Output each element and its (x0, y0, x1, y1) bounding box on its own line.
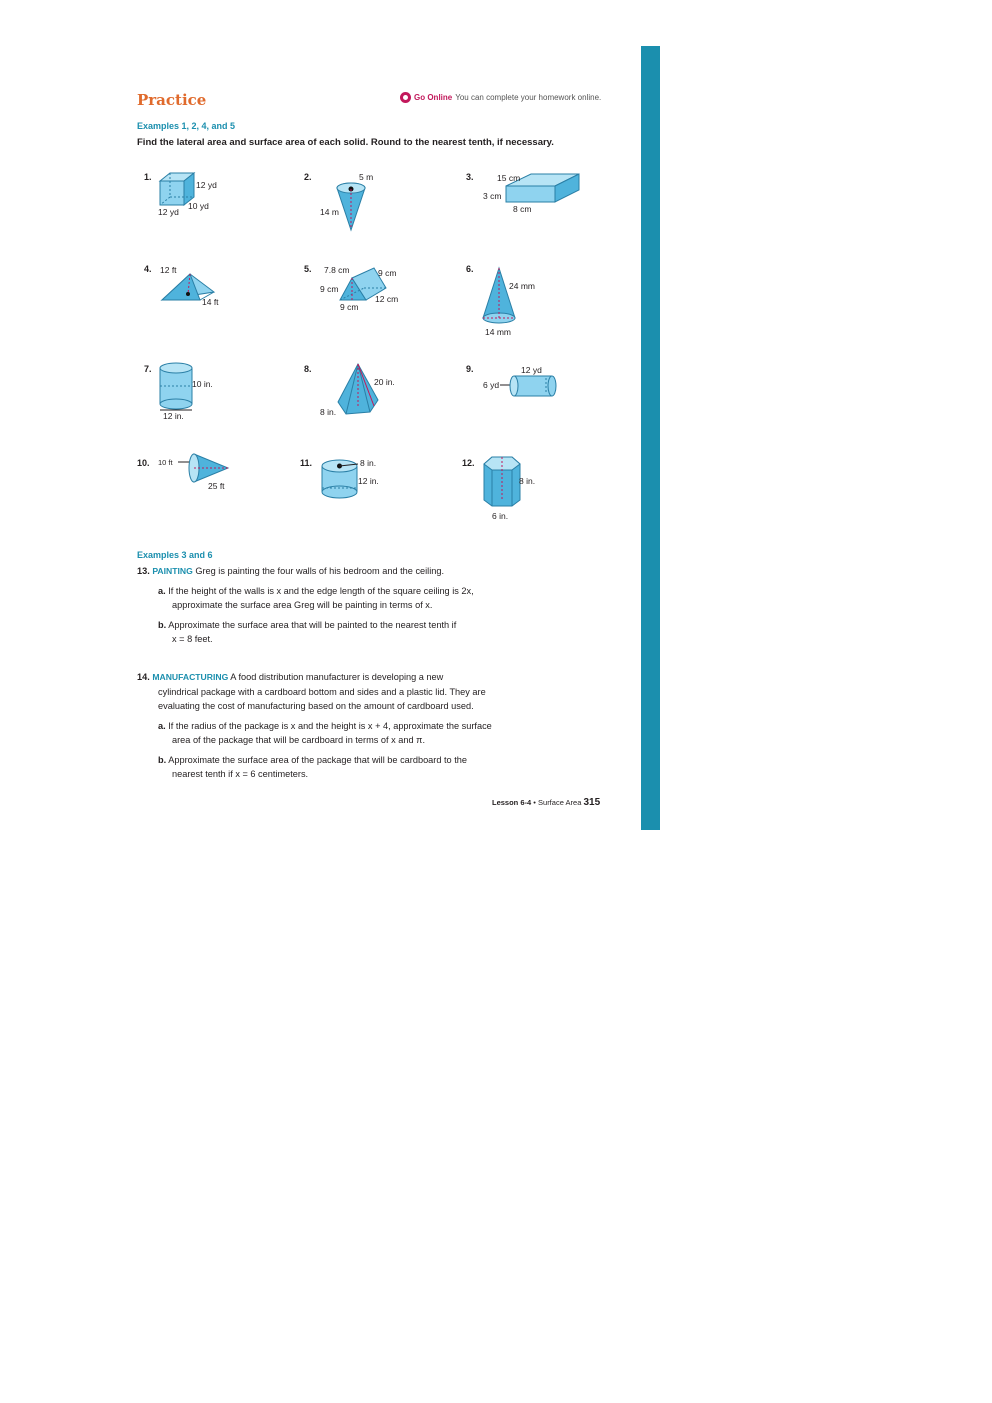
p14-text2: cylindrical package with a cardboard bottom and sides and a plastic lid. They are (158, 687, 486, 697)
p3-label-width: 8 cm (513, 204, 532, 214)
p13-part-b (158, 618, 456, 632)
go-online-text: You can complete your homework online. (455, 93, 602, 102)
problem-5-number: 5. (304, 264, 312, 274)
instructions: Find the lateral area and surface area of each solid. Round to the nearest tenth, if necessary. (137, 137, 554, 148)
p14a-label: a. (158, 721, 166, 731)
short-cylinder-figure (320, 456, 360, 502)
p3-label-height: 3 cm (483, 191, 502, 201)
p4-label-edge: 12 ft (160, 265, 177, 275)
p13b-line1: Approximate the surface area that will be painted to the nearest tenth if (168, 620, 457, 630)
page-footer (492, 797, 600, 808)
sidebar-bar (641, 46, 660, 830)
p5-label-top: 9 cm (378, 268, 397, 278)
cylinder-figure (158, 362, 194, 412)
p5-label-side: 9 cm (320, 284, 339, 294)
tall-cone-figure (481, 266, 517, 326)
problem-11-number: 11. (300, 458, 313, 468)
horizontal-cylinder-figure (500, 374, 560, 398)
p14a-line1: If the radius of the package is x and the height is x + 4, approximate the surface (168, 721, 492, 731)
p2-label-radius: 5 m (359, 172, 374, 182)
p14-text3: evaluating the cost of manufacturing based on the amount of cardboard used. (158, 701, 474, 711)
p11-label-height: 12 in. (358, 476, 379, 486)
p1-label-width: 12 yd (158, 207, 179, 217)
p11-label-radius: 8 in. (360, 458, 377, 468)
p4-label-slant: 14 ft (202, 297, 219, 307)
p14-text1: A food distribution manufacturer is developing a new (230, 672, 444, 682)
p5-label-slant: 7.8 cm (324, 265, 350, 275)
p9-label-diameter: 6 yd (483, 380, 500, 390)
p14a-line2: area of the package that will be cardboard in terms of x and π. (172, 735, 426, 745)
hexagonal-prism-figure (482, 454, 522, 510)
p10-label-height: 25 ft (208, 481, 225, 491)
p13a-line1: If the height of the walls is x and the edge length of the square ceiling is 2x, (168, 586, 474, 596)
p12-label-height: 8 in. (519, 476, 536, 486)
p13b-label: b. (158, 620, 167, 630)
problem-1-number: 1. (144, 172, 152, 182)
p14-part-a (158, 719, 492, 733)
p10-label-radius: 10 ft (158, 458, 173, 467)
p7-label-height: 10 in. (192, 379, 213, 389)
p6-label-slant: 24 mm (509, 281, 535, 291)
footer-separator: • (533, 798, 536, 807)
p5-label-length: 12 cm (375, 294, 399, 304)
go-online-label[interactable]: Go Online (414, 93, 453, 102)
problem-6-number: 6. (466, 264, 474, 274)
cone-figure (336, 180, 368, 232)
p2-label-height: 14 m (320, 207, 339, 217)
problem-10-number: 10. (137, 458, 150, 468)
p14-keyword: MANUFACTURING (152, 672, 229, 682)
p13a-label: a. (158, 586, 166, 596)
p1-label-height: 12 yd (196, 180, 217, 190)
p14-part-b (158, 753, 467, 767)
p14-number: 14. (137, 672, 150, 682)
go-online-icon (400, 92, 411, 103)
page-number: 315 (583, 797, 601, 808)
page-title: Practice (137, 91, 207, 109)
problem-2-number: 2. (304, 172, 312, 182)
p13a-line2: approximate the surface area Greg will be painting in terms of x. (172, 600, 433, 610)
p12-label-side: 6 in. (492, 511, 509, 521)
p8-label-base: 8 in. (320, 407, 337, 417)
go-online-banner[interactable] (400, 92, 601, 103)
p1-label-depth: 10 yd (188, 201, 209, 211)
examples-label-1: Examples 1, 2, 4, and 5 (137, 121, 236, 131)
p14b-line2: nearest tenth if x = 6 centimeters. (172, 769, 309, 779)
p9-label-length: 12 yd (521, 365, 542, 375)
problem-14 (137, 670, 443, 684)
p5-label-base: 9 cm (340, 302, 359, 312)
p7-label-diameter: 12 in. (163, 411, 184, 421)
p14b-line1: Approximate the surface area of the package that will be cardboard to the (168, 755, 467, 765)
examples-label-2: Examples 3 and 6 (137, 550, 213, 560)
p8-label-slant: 20 in. (374, 377, 395, 387)
problem-3-number: 3. (466, 172, 474, 182)
footer-lesson: Lesson 6-4 (492, 798, 532, 807)
problem-12-number: 12. (462, 458, 475, 468)
pentagonal-pyramid-figure (336, 362, 380, 416)
p13-number: 13. (137, 566, 150, 576)
p13-keyword: PAINTING (152, 566, 193, 576)
footer-topic: Surface Area (538, 798, 582, 807)
p3-label-length: 15 cm (497, 173, 521, 183)
problem-13 (137, 564, 444, 578)
p6-label-diameter: 14 mm (485, 327, 511, 337)
problem-4-number: 4. (144, 264, 152, 274)
problem-9-number: 9. (466, 364, 474, 374)
problem-8-number: 8. (304, 364, 312, 374)
p13b-line2: x = 8 feet. (172, 634, 213, 644)
problem-7-number: 7. (144, 364, 152, 374)
p13-part-a (158, 584, 474, 598)
p13-text: Greg is painting the four walls of his bedroom and the ceiling. (195, 566, 445, 576)
p14b-label: b. (158, 755, 167, 765)
